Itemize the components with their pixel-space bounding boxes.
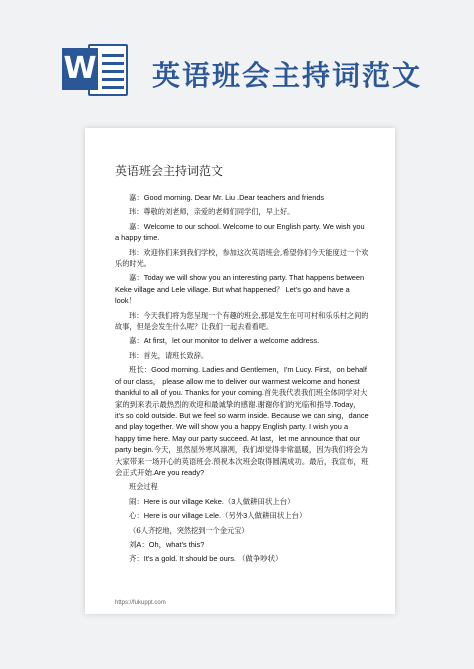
paragraph: 玮：欢迎你们来到我们学校，参加这次英语班会,希望你们今天能度过一个欢乐的时光。 <box>115 247 369 269</box>
banner-title: 英语班会主持词范文 <box>152 59 423 92</box>
paragraph: 心：Here is our village Lele.（另外3人做耕田状上台） <box>129 511 307 521</box>
paragraph: 齐：It's a gold. It should be ours. （做争吵状） <box>129 554 283 564</box>
paragraph: 嘉：Welcome to our school. Welcome to our English party. We wish you a happy time. <box>115 221 365 243</box>
paragraph: 班会过程 <box>129 482 158 492</box>
word-badge-icon: W <box>62 48 98 90</box>
document-page <box>85 128 395 614</box>
paragraph: 嘉：At first，let our monitor to deliver a welcome address. <box>129 336 320 346</box>
paragraph: 嘉：Today we will show you an interesting party. That happens between Keke village and Lele village. But what happened？ Let's go and have a look！ <box>115 273 365 306</box>
paragraph: 玮：首先，请班长致辞。 <box>129 350 209 360</box>
paragraph: 玮：今天我们将为您呈现一个有趣的班会,那是发生在可可村和乐乐村之间的故事，但是会发生什么呢？让我们一起去看看吧。 <box>115 310 369 332</box>
document-body <box>115 192 369 568</box>
paragraph: 玮：尊敬的刘老师，亲爱的老师们同学们，早上好。 <box>129 207 295 217</box>
header-banner <box>0 0 474 110</box>
document-footer: https://fukuppt.com <box>115 600 166 606</box>
word-logo-icon <box>62 40 126 100</box>
document-title: 英语班会主持词范文 <box>115 164 224 178</box>
paragraph: 班长：Good morning. Ladies and Gentlemen，I'm Lucy. First，on behalf of our class， please allow me to deliver our warmest welcome and honest thankful to all of you. Thanks for your coming.首先我代表我们班全体同学对大家的到来表示最热烈的欢迎和最诚挚的感谢.谢谢你们的光临和指导.Today，it's so cold outside. But we feel so warm inside. Because we can sing，dance and play together. We will show you a happy English party. I wish you a happy time here. May our party succeed. At last，let me announce that our party begin.今天，虽然屋外寒风凛冽，我们却觉得非常温暖，因为我们将会为大家带来一场开心的英语班会.预祝本次班会取得圆满成功。最后，我宣布，班会正式开始.Are you ready? <box>115 365 369 477</box>
paragraph: 刘A：Oh，what's this? <box>129 539 205 549</box>
paragraph: 嘉：Good morning. Dear Mr. Liu .Dear teachers and friends <box>129 193 325 202</box>
paragraph: （6人齐挖地，突然挖到一个金元宝） <box>129 525 249 535</box>
paragraph: 闹：Here is our village Keke.（3人做耕田状上台） <box>129 496 295 506</box>
